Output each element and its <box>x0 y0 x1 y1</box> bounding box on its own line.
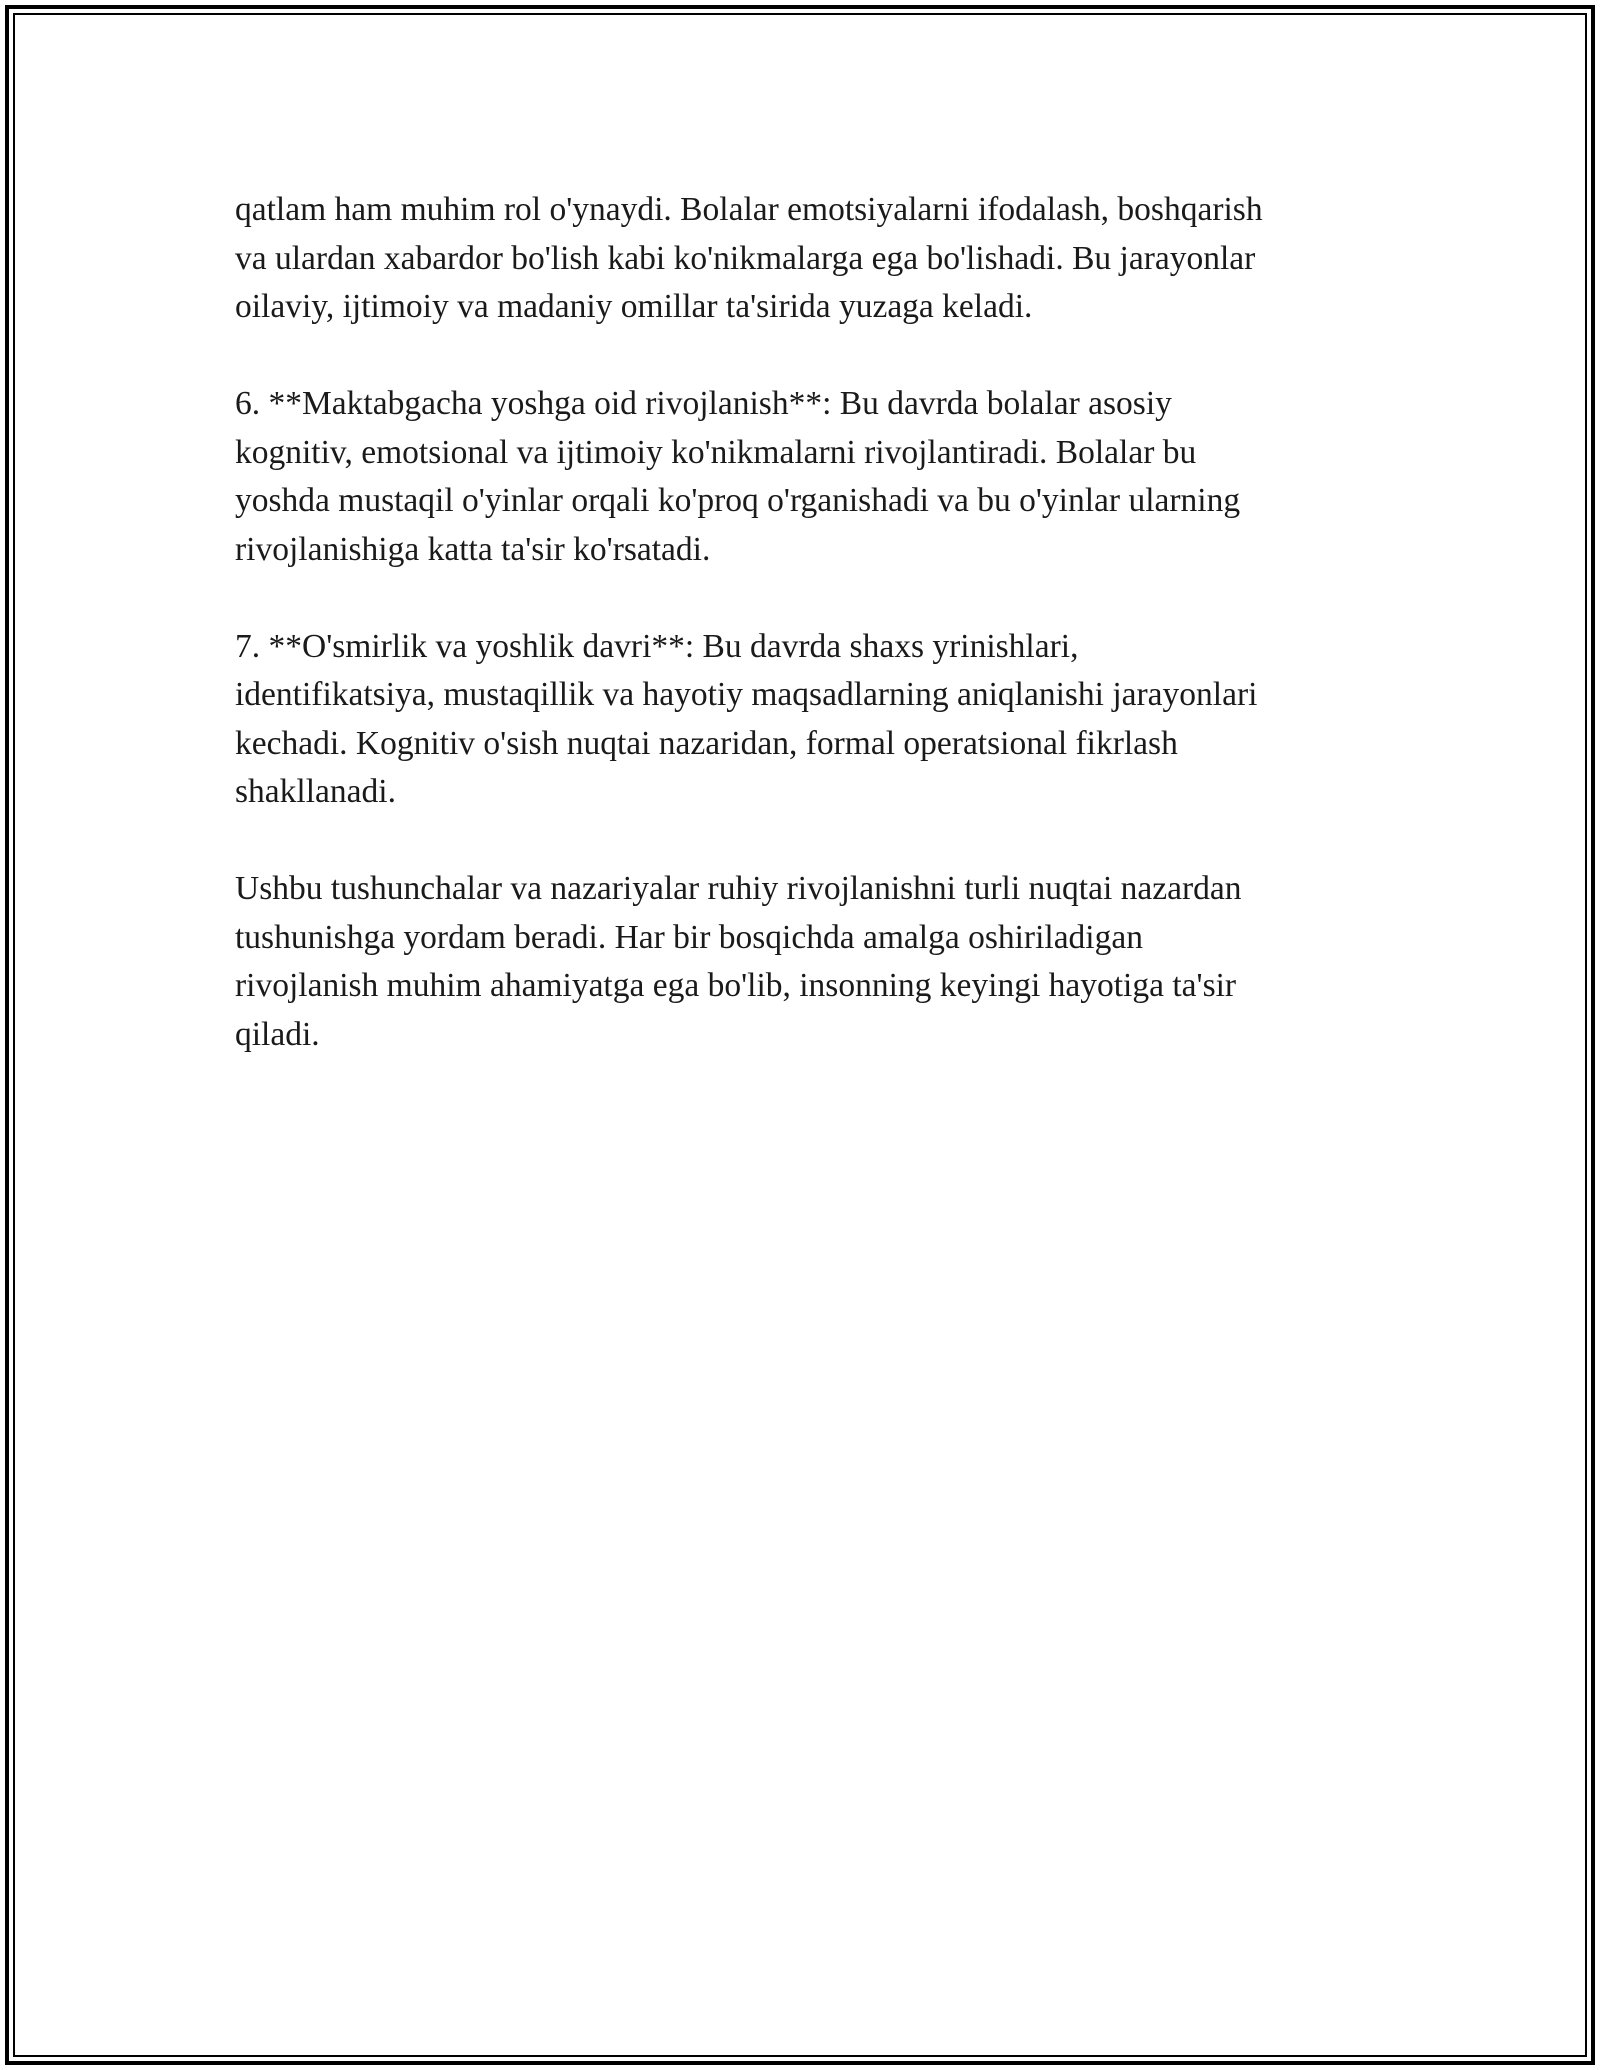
paragraph-conclusion: Ushbu tushunchalar va nazariyalar ruhiy rivojlanishni turli nuqtai nazardan tushunishga yordam beradi. Har bir bosqichda amalga oshiriladigan rivojlanish muhim ahamiyatga ega bo'lib, insonning keyingi hayotiga ta'sir qiladi. <box>235 870 1242 1053</box>
document-body <box>235 186 1385 1108</box>
paragraph-emotional-layer: qatlam ham muhim rol o'ynaydi. Bolalar emotsiyalarni ifodalash, boshqarish va ulardan xabardor bo'lish kabi ko'nikmalarga ega bo'lishadi. Bu jarayonlar oilaviy, ijtimoiy va madaniy omillar ta'sirida yuzaga keladi. <box>235 191 1263 325</box>
paragraph-adolescence-youth: 7. **O'smirlik va yoshlik davri**: Bu davrda shaxs yrinishlari, identifikatsiya, mustaqillik va hayotiy maqsadlarning aniqlanishi jarayonlari kechadi. Kognitiv o'sish nuqtai nazaridan, formal operatsional fikrlash shakllanadi. <box>235 627 1258 810</box>
paragraph-preschool-development: 6. **Maktabgacha yoshga oid rivojlanish**: Bu davrda bolalar asosiy kognitiv, emotsional va ijtimoiy ko'nikmalarni rivojlantiradi. Bolalar bu yoshda mustaqil o'yinlar orqali ko'proq o'rganishadi va bu o'yinlar ularning rivojlanishiga katta ta'sir ko'rsatadi. <box>235 385 1241 568</box>
